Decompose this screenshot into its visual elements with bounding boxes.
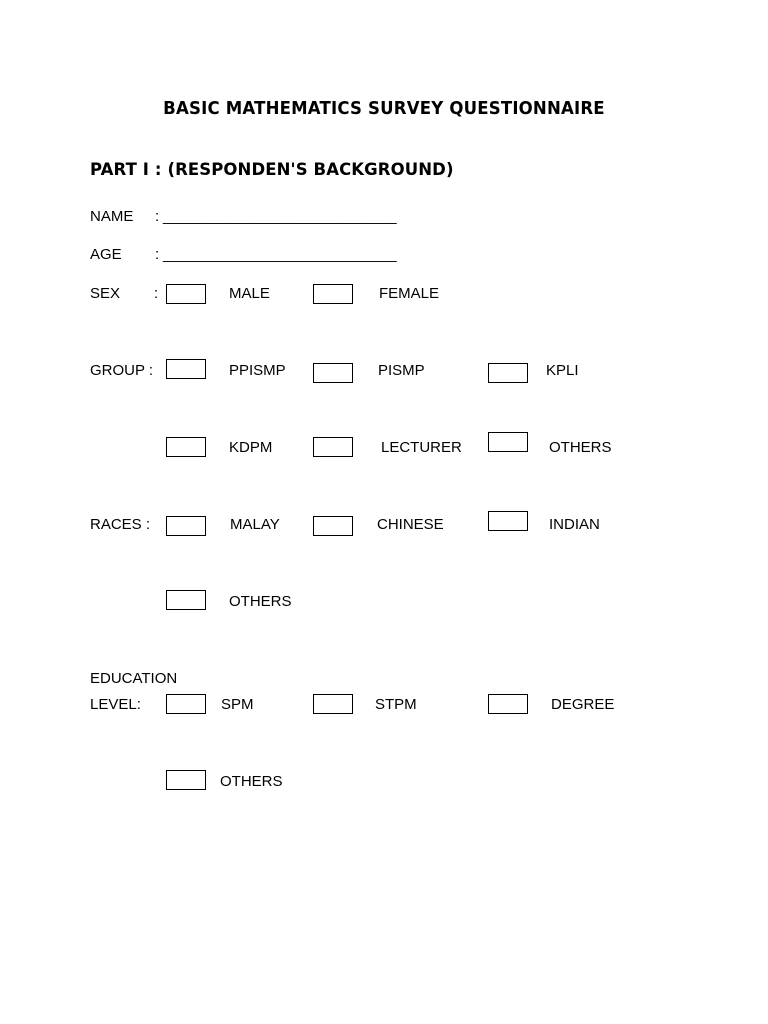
document-title: BASIC MATHEMATICS SURVEY QUESTIONNAIRE	[163, 98, 605, 119]
sex-label: SEX	[90, 285, 121, 302]
races-label: RACES :	[90, 516, 151, 533]
checkbox-group-lecturer[interactable]	[313, 437, 353, 457]
option-label-ppismp: PPISMP	[229, 362, 286, 379]
option-label-kdpm: KDPM	[229, 439, 273, 456]
checkbox-race-indian[interactable]	[488, 511, 528, 531]
checkbox-group-pismp[interactable]	[313, 363, 353, 383]
sex-colon: :	[154, 285, 159, 302]
checkbox-education-degree[interactable]	[488, 694, 528, 714]
option-label-female: FEMALE	[379, 285, 440, 302]
checkbox-group-kpli[interactable]	[488, 363, 528, 383]
option-label-degree: DEGREE	[551, 696, 615, 713]
checkbox-sex-female[interactable]	[313, 284, 353, 304]
checkbox-group-kdpm[interactable]	[166, 437, 206, 457]
checkbox-education-spm[interactable]	[166, 694, 206, 714]
checkbox-group-ppismp[interactable]	[166, 359, 206, 379]
education-label-line1: EDUCATION	[90, 670, 178, 687]
group-label: GROUP :	[90, 362, 154, 379]
option-label-stpm: STPM	[375, 696, 417, 713]
option-label-indian: INDIAN	[549, 516, 600, 533]
option-label-malay: MALAY	[230, 516, 280, 533]
option-label-kpli: KPLI	[546, 362, 579, 379]
checkbox-race-chinese[interactable]	[313, 516, 353, 536]
option-label-group-others: OTHERS	[549, 439, 612, 456]
option-label-spm: SPM	[221, 696, 254, 713]
option-label-education-others: OTHERS	[220, 773, 283, 790]
name-field[interactable]: ____________________________	[163, 208, 397, 225]
option-label-male: MALE	[229, 285, 270, 302]
checkbox-race-others[interactable]	[166, 590, 206, 610]
checkbox-education-others[interactable]	[166, 770, 206, 790]
part-1-heading: PART I : (RESPONDEN'S BACKGROUND)	[90, 160, 454, 179]
option-label-chinese: CHINESE	[377, 516, 444, 533]
option-label-lecturer: LECTURER	[381, 439, 462, 456]
age-colon: :	[155, 246, 160, 263]
checkbox-education-stpm[interactable]	[313, 694, 353, 714]
option-label-race-others: OTHERS	[229, 593, 292, 610]
name-label: NAME	[90, 208, 134, 225]
checkbox-race-malay[interactable]	[166, 516, 206, 536]
checkbox-group-others[interactable]	[488, 432, 528, 452]
option-label-pismp: PISMP	[378, 362, 425, 379]
education-label-line2: LEVEL:	[90, 696, 141, 713]
name-colon: :	[155, 208, 160, 225]
age-label: AGE	[90, 246, 122, 263]
checkbox-sex-male[interactable]	[166, 284, 206, 304]
age-field[interactable]: ____________________________	[163, 246, 397, 263]
